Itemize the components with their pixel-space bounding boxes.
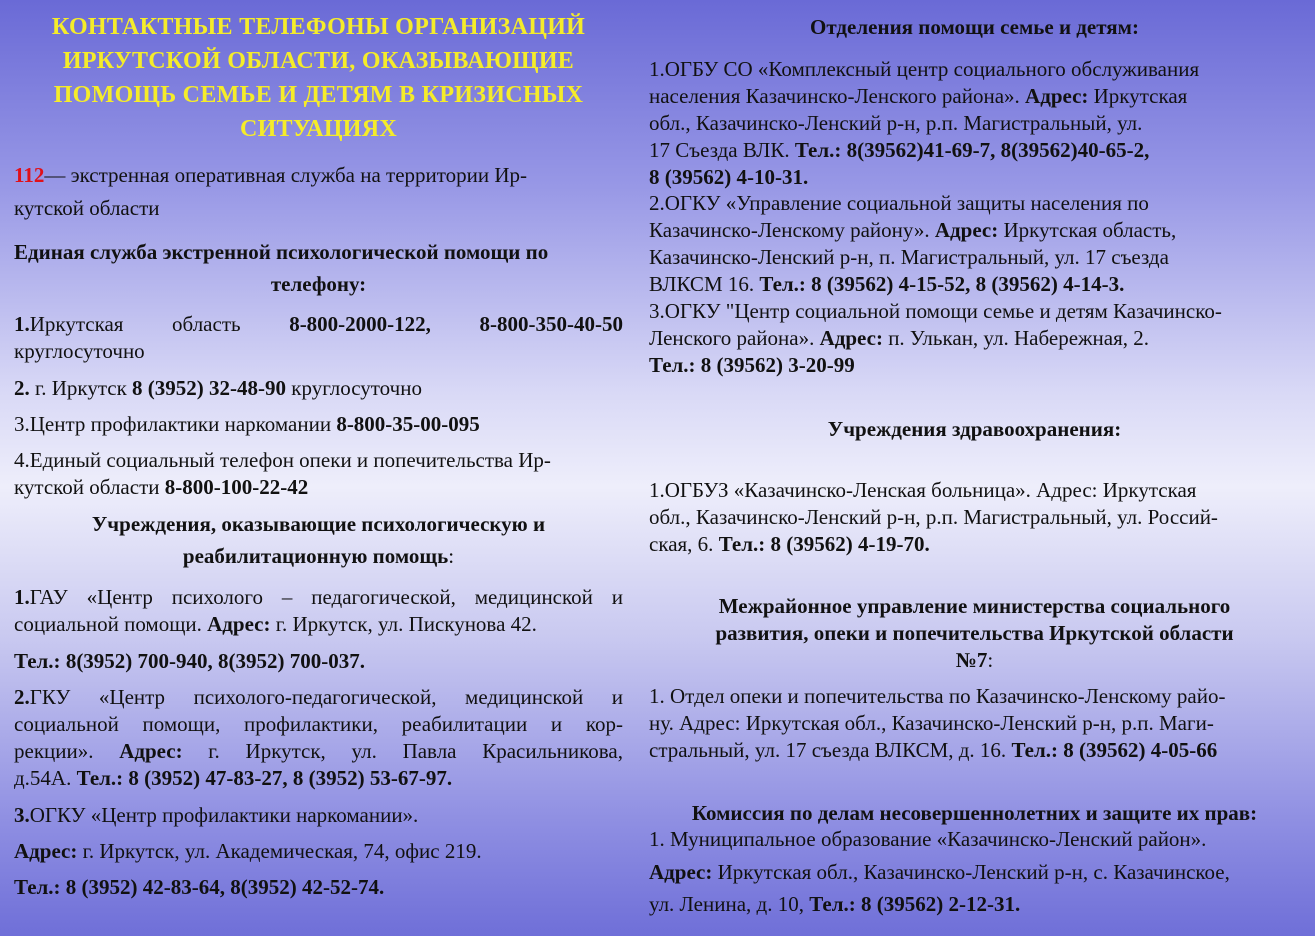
ministry-heading-3: №7: [955,648,994,672]
ministry-item-1-line-3: стральный, ул. 17 съезда ВЛКСМ, д. 16. Тел.: 8 (39562) 4-05-66 [649,738,1218,762]
family-org-1-line-5: 8 (39562) 4-10-31. [649,165,809,189]
emergency-line-1: 112— экстренная оперативная служба на территории Ир- [14,163,528,187]
commission-item-1-line-3: ул. Ленина, д. 10, Тел.: 8 (39562) 2-12-31. [649,892,1021,916]
psych-item-1: 1.Иркутская область 8-800-2000-122, 8-800-350-40-50 [14,312,624,336]
psych-item-2: 2. г. Иркутск 8 (3952) 32-48-90 круглосуточно [14,376,422,400]
phone: 8-800-35-00-095 [336,412,480,436]
family-org-2-line-4: ВЛКСМ 16. Тел.: 8 (39562) 4-15-52, 8 (39562) 4-14-3. [649,272,1125,296]
psych-item-4: 4.Единый социальный телефон опеки и попечительства Ир- [14,448,551,472]
family-org-3-line-2: Ленского района». Адрес: п. Улькан, ул. Набережная, 2. [649,326,1149,350]
rehab-heading-2: реабилитационную помощь: [182,544,455,568]
family-org-3: 3.ОГКУ "Центр социальной помощи семье и детям Казачинско- [649,299,1222,323]
psych-item-1-line-2: круглосуточно [14,339,145,363]
rehab-org-2: 2.ГКУ «Центр психолого-педагогической, медицинской и [14,685,623,709]
rehab-org-1-tel: Тел.: 8(3952) 700-940, 8(3952) 700-037. [14,649,366,673]
phone: 8-800-100-22-42 [164,475,309,499]
family-org-2-line-2: Казачинско-Ленскому району». Адрес: Иркутская область, [649,218,1177,242]
family-org-1-line-2: населения Казачинско-Ленского района». Адрес: Иркутская [649,84,1188,108]
title-line: СИТУАЦИЯХ [239,116,398,142]
family-org-2: 2.ОГКУ «Управление социальной защиты населения по [649,191,1149,215]
rehab-org-3-address: Адрес: г. Иркутск, ул. Академическая, 74, офис 219. [14,839,482,863]
rehab-org-1: 1.ГАУ «Центр психолого – педагогической, медицинской и [14,585,623,609]
rehab-org-2-line-4: д.54А. Тел.: 8 (3952) 47-83-27, 8 (3952) 53-67-97. [14,766,453,790]
rehab-org-3-tel: Тел.: 8 (3952) 42-83-64, 8(3952) 42-52-74. [14,875,385,899]
family-org-1-line-4: 17 Съезда ВЛК. Тел.: 8(39562)41-69-7, 8(39562)40-65-2, [649,138,1150,162]
ministry-item-1: 1. Отдел опеки и попечительства по Казачинско-Ленскому райо- [649,684,1226,708]
emergency-number: 112 [14,163,45,187]
family-org-1: 1.ОГБУ СО «Комплексный центр социального обслуживания [649,57,1200,81]
commission-item-1: 1. Муниципальное образование «Казачинско-Ленский район». [649,827,1207,851]
title-line: ПОМОЩЬ СЕМЬЕ И ДЕТЯМ В КРИЗИСНЫХ [53,82,584,108]
health-org-1: 1.ОГБУЗ «Казачинско-Ленская больница». Адрес: Иркутская [649,478,1197,502]
rehab-org-3: 3.ОГКУ «Центр профилактики наркомании». [14,803,419,827]
psych-service-heading: Единая служба экстренной психологической помощи по [14,240,549,264]
ministry-item-1-line-2: ну. Адрес: Иркутская обл., Казачинско-Ленский р-н, р.п. Маги- [649,711,1214,735]
commission-heading: Комиссия по делам несовершеннолетних и защите их прав: [691,801,1258,825]
ministry-heading-2: развития, опеки и попечительства Иркутской области [715,621,1234,645]
ministry-heading: Межрайонное управление министерства социального [718,594,1231,618]
psych-service-heading-2: телефону: [270,272,367,296]
rehab-heading: Учреждения, оказывающие психологическую и [91,512,546,536]
psych-item-3: 3.Центр профилактики наркомании 8-800-35-00-095 [14,412,480,436]
health-org-1-line-2: обл., Казачинско-Ленский р-н, р.п. Магистральный, ул. Россий- [649,505,1218,529]
title-line: ИРКУТСКОЙ ОБЛАСТИ, ОКАЗЫВАЮЩИЕ [62,48,575,74]
psych-item-4-line-2: кутской области 8-800-100-22-42 [14,475,309,499]
commission-item-1-line-2: Адрес: Иркутская обл., Казачинско-Ленский р-н, с. Казачинское, [649,860,1230,884]
phone: 8-800-350-40-50 [479,312,624,336]
family-org-3-tel: Тел.: 8 (39562) 3-20-99 [649,353,855,377]
health-org-1-line-3: ская, 6. Тел.: 8 (39562) 4-19-70. [649,532,930,556]
rehab-org-2-line-2: социальной помощи, профилактики, реабилитации и кор- [14,712,623,736]
emergency-line-2: кутской области [14,196,160,220]
rehab-org-1-line-2: социальной помощи. Адрес: г. Иркутск, ул. Пискунова 42. [14,612,537,636]
family-org-1-line-3: обл., Казачинско-Ленский р-н, р.п. Магистральный, ул. [649,111,1143,135]
rehab-org-2-line-3: рекции». Адрес: г. Иркутск, ул. Павла Красильникова, [14,739,623,763]
phone: 8-800-2000-122, [289,312,431,336]
family-org-2-line-3: Казачинско-Ленский р-н, п. Магистральный, ул. 17 съезда [649,245,1169,269]
title-line: КОНТАКТНЫЕ ТЕЛЕФОНЫ ОРГАНИЗАЦИЙ [51,14,586,40]
phone: 8 (3952) 32-48-90 [132,376,287,400]
page-title [14,10,623,146]
family-heading: Отделения помощи семье и детям: [810,15,1139,39]
health-heading: Учреждения здравоохранения: [827,417,1122,441]
